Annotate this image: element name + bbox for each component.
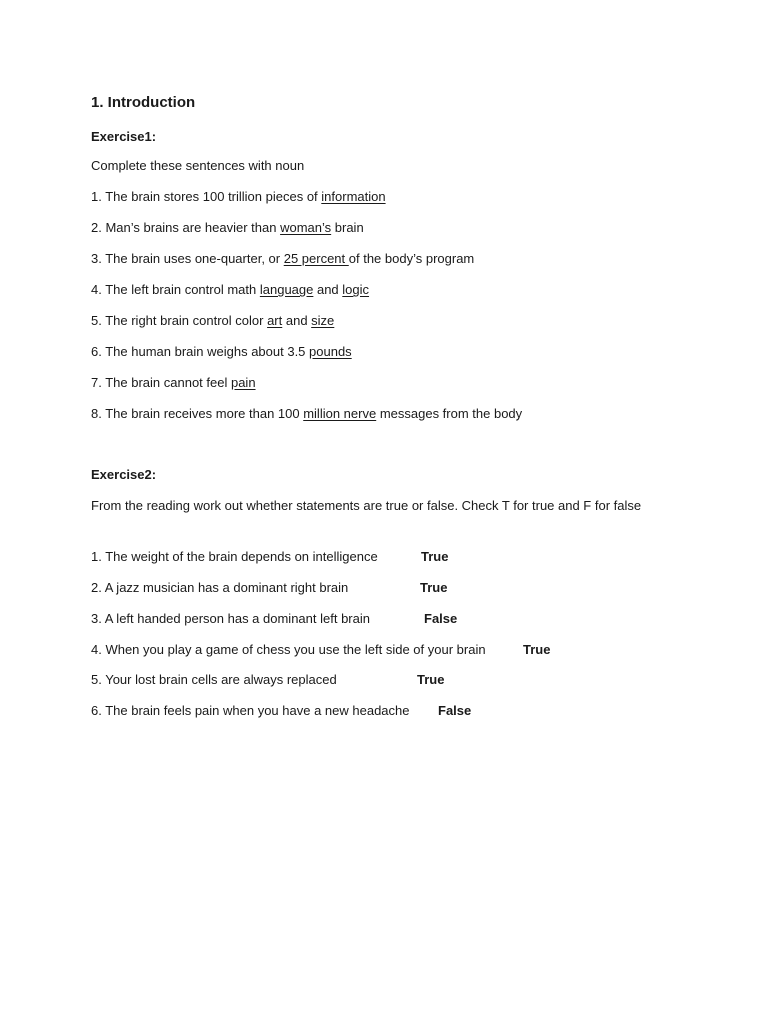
exercise2-answer-6: False <box>438 703 472 718</box>
exercise1-item-6: 6. The human brain weighs about 3.5 pounds <box>91 344 352 359</box>
exercise2-answer-3: False <box>424 611 458 626</box>
exercise1-instruction: Complete these sentences with noun <box>91 158 305 173</box>
answer-blank: pain <box>230 375 256 390</box>
answer-blank: art <box>267 313 283 328</box>
answer-blank: logic <box>342 282 370 297</box>
answer-blank: woman’s <box>280 220 332 235</box>
exercise2-instruction: From the reading work out whether statements are true or false. Check T for true and F for false <box>91 498 642 513</box>
exercise1-item-3: 3. The brain uses one-quarter, or 25 percent of the body’s program <box>91 251 475 266</box>
exercise2-answer-5: True <box>417 672 445 687</box>
exercise2-label: Exercise2: <box>91 467 157 482</box>
answer-blank: 25 percent <box>283 251 349 266</box>
exercise2-item-2: 2. A jazz musician has a dominant right brain <box>91 580 349 595</box>
exercise2-answer-4: True <box>523 642 551 657</box>
exercise1-label: Exercise1: <box>91 129 157 144</box>
exercise2-item-5: 5. Your lost brain cells are always replaced <box>91 672 337 687</box>
exercise2-answer-2: True <box>420 580 448 595</box>
exercise1-item-1: 1. The brain stores 100 trillion pieces of information <box>91 189 386 204</box>
exercise1-item-2: 2. Man’s brains are heavier than woman’s brain <box>91 220 364 235</box>
exercise1-item-5: 5. The right brain control color art and size <box>91 313 335 328</box>
section-heading: 1. Introduction <box>91 94 196 111</box>
exercise2-item-6: 6. The brain feels pain when you have a new headache <box>91 703 410 718</box>
exercise2-item-4: 4. When you play a game of chess you use the left side of your brain <box>91 642 486 657</box>
answer-blank: information <box>321 189 386 204</box>
exercise1-item-4: 4. The left brain control math language and logic <box>91 282 370 297</box>
exercise2-item-3: 3. A left handed person has a dominant left brain <box>91 611 370 626</box>
answer-blank: size <box>311 313 335 328</box>
answer-blank: million nerve <box>303 406 377 421</box>
exercise2-answer-1: True <box>421 549 449 564</box>
exercise2-item-1: 1. The weight of the brain depends on intelligence <box>91 549 378 564</box>
answer-blank: pounds <box>309 344 352 359</box>
exercise1-item-7: 7. The brain cannot feel pain <box>91 375 256 390</box>
exercise1-item-8: 8. The brain receives more than 100 million nerve messages from the body <box>91 406 523 421</box>
answer-blank: language <box>259 282 314 297</box>
